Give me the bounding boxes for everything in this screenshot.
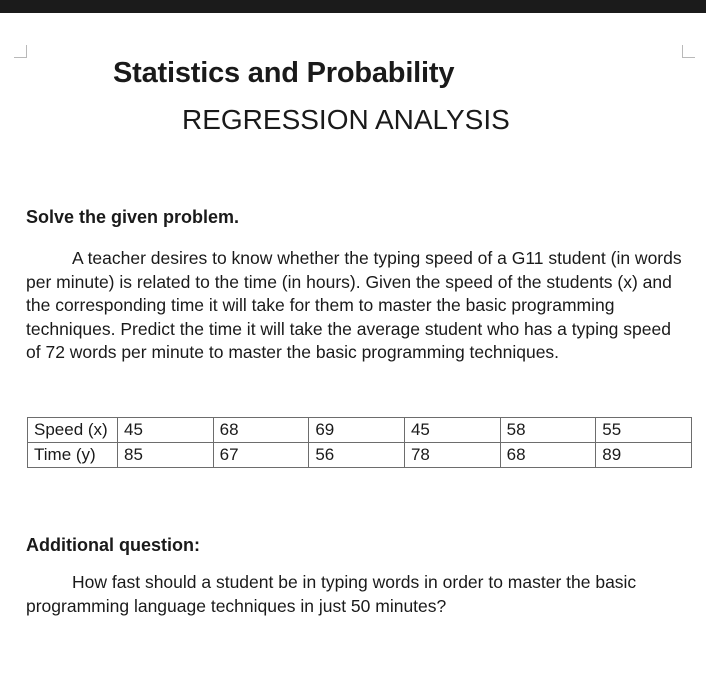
table-cell: 55 [596, 418, 692, 443]
table-cell: 45 [118, 418, 214, 443]
additional-question-text: How fast should a student be in typing words in order to master the basic programming language techniques in just 50 minutes? [26, 572, 637, 616]
additional-question-title: Additional question: [26, 535, 200, 555]
table-cell: 68 [213, 418, 309, 443]
problem-paragraph [26, 247, 686, 365]
table-cell: 85 [118, 443, 214, 468]
instruction-text: Solve the given problem. [26, 207, 240, 227]
table-cell: 89 [596, 443, 692, 468]
table-row-speed [28, 418, 692, 443]
document-subtitle: REGRESSION ANALYSIS [182, 104, 510, 135]
document-title: Statistics and Probability [113, 57, 455, 89]
table-cell: 69 [309, 418, 405, 443]
row-label-time: Time (y) [28, 443, 118, 468]
additional-question-paragraph [26, 570, 686, 618]
problem-text: A teacher desires to know whether the typing speed of a G11 student (in words per minute) is related to the time (in hours). Given the speed of the students (x) and the corresponding time it will take for them to master the basic programming techniques. Predict the time it will take the average student who has a typing speed of 72 words per minute to master the basic programming techniques. [26, 248, 682, 363]
crop-corner-mark-right [682, 45, 695, 58]
table-cell: 78 [404, 443, 500, 468]
table-cell: 56 [309, 443, 405, 468]
row-label-speed: Speed (x) [28, 418, 118, 443]
table-cell: 45 [404, 418, 500, 443]
table-cell: 67 [213, 443, 309, 468]
table-row-time [28, 443, 692, 468]
table-cell: 68 [500, 443, 596, 468]
data-table [27, 417, 692, 468]
crop-corner-mark-left [14, 45, 27, 58]
top-dark-bar [0, 0, 706, 13]
table-cell: 58 [500, 418, 596, 443]
